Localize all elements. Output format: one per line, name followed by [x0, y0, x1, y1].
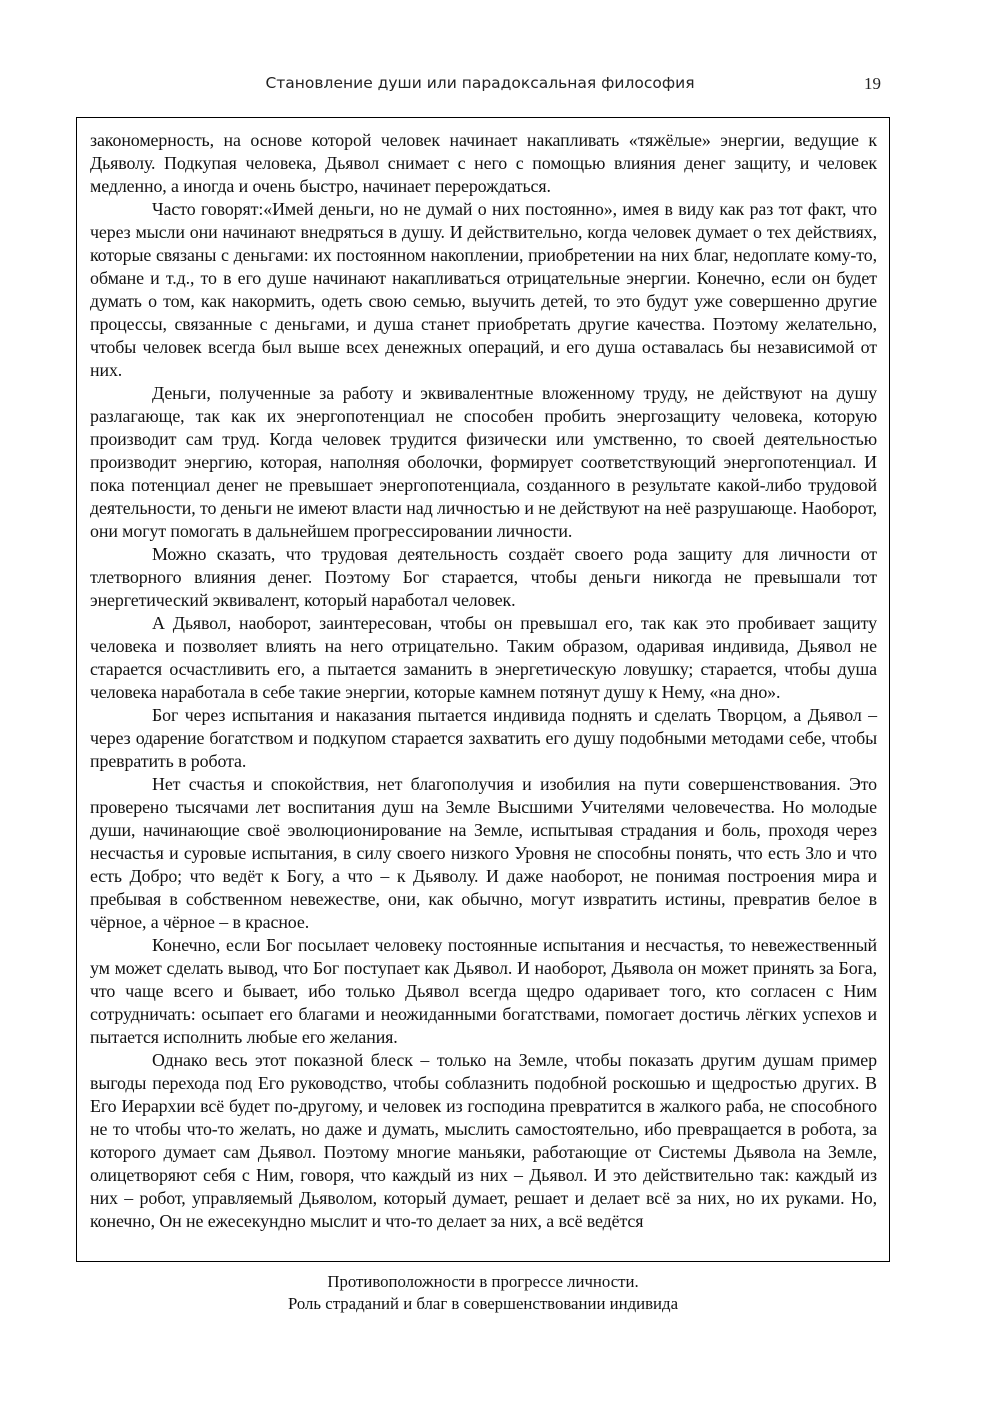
paragraph-5: А Дьявол, наоборот, заинтересован, чтобы он превышал его, так как это пробивает защиту человека и позволяет влиять на него отрицательно. Таким образом, одаривая индивида, Дьявол не старается осчастливить его, а пытается заманить в энергетическую ловушку; старается, чтобы душа человека наработала в себе такие энергии, которые камнем потянут душу к Нему, «на дно».	[90, 613, 877, 702]
paragraph-4: Можно сказать, что трудовая деятельность создаёт своего рода защиту для личности от тлетворного влияния денег. Поэтому Бог старается, чтобы деньги никогда не превышали тот энергетический эквивалент, который наработал человек.	[90, 544, 877, 610]
paragraph-7: Нет счастья и спокойствия, нет благополучия и изобилия на пути совершенствования. Это проверено тысячами лет воспитания душ на Земле Высшими Учителями человечества. Но молодые души, начинающие своё эволюционирование на Земле, испытывая страдания и боль, проходя через несчастья и суровые испытания, в силу своего низкого Уровня не способны понять, что есть Зло и что есть Добро; что ведёт к Богу, а что – к Дьяволу. И даже наоборот, не понимая построения мира и пребывая в собственном невежестве, они, как обычно, могут извратить истины, превратив белое в чёрное, а чёрное – в красное.	[90, 774, 877, 932]
footer-caption-line-2: Роль страданий и благ в совершенствовании индивида	[287, 1294, 679, 1313]
paragraph-3: Деньги, полученные за работу и эквивалентные вложенному труду, не действуют на душу разлагающе, так как их энергопотенциал не способен пробить энергозащиту человека, которую производит сам труд. Когда человек трудится физически или умственно, то своей деятельностью производит энергию, которая, наполняя оболочки, формирует соответствующий энергопотенциал. И пока потенциал денег не превышает энергопотенциала, созданного в результате какой-либо трудовой деятельности, то деньги не имеют власти над личностью и не действуют на неё разрушающе. Наоборот, они могут помогать в дальнейшем прогрессировании личности.	[90, 383, 877, 541]
footer-caption-line-1: Противоположности в прогрессе личности.	[327, 1272, 639, 1291]
running-header: Становление души или парадоксальная философия	[265, 74, 695, 92]
paragraph-1: закономерность, на основе которой человек начинает накапливать «тяжёлые» энергии, ведущие к Дьяволу. Подкупая человека, Дьявол снимает с него с помощью влияния денег защиту, и человек медленно, а иногда и очень быстро, начинает перерождаться.	[90, 130, 877, 196]
paragraph-2: Часто говорят:«Имей деньги, но не думай о них постоянно», имея в виду как раз тот факт, что через мысли они начинают внедряться в душу. И действительно, когда человек думает о тех действиях, которые связаны с деньгами: их постоянном накоплении, приобретении на них благ, недоплате кому-то, обмане и т.д., то в его душе начинают накапливаться отрицательные энергии. Конечно, если он будет думать о том, как накормить, одеть свою семью, выучить детей, то это будут уже совершенно другие процессы, связанные с деньгами, и душа станет приобретать другие качества. Поэтому желательно, чтобы человек всегда был выше всех денежных операций, и его душа оставалась бы независимой от них.	[90, 199, 877, 380]
paragraph-8: Конечно, если Бог посылает человеку постоянные испытания и несчастья, то невежественный ум может сделать вывод, что Бог поступает как Дьявол. И наоборот, Дьявола он может принять за Бога, что чаще всего и бывает, ибо только Дьявол всегда щедро одаривает того, кто согласен с Ним сотрудничать: осыпает его благами и неожиданными богатствами, помогает достичь лёгких успехов и пытается исполнить любые его желания.	[90, 935, 877, 1047]
text-frame	[76, 117, 890, 1262]
paragraph-6: Бог через испытания и наказания пытается индивида поднять и сделать Творцом, а Дьявол – через одарение богатством и подкупом старается захватить его душу подобными методами себе, чтобы превратить в робота.	[90, 705, 877, 771]
paragraph-9: Однако весь этот показной блеск – только на Земле, чтобы показать другим душам пример выгоды перехода под Его руководство, чтобы соблазнить подобной роскошью и щедростью других. В Его Иерархии всё будет по-другому, и человек из господина превратится в жалкого раба, не способного не то чтобы что-то желать, но даже и думать, мыслить самостоятельно, ибо превращается в робота, за которого думает сам Дьявол. Поэтому многие маньяки, работающие от Системы Дьявола на Земле, олицетворяют себя с Ним, говоря, что каждый из них – Дьявол. И это действительно так: каждый из них – робот, управляемый Дьяволом, который думает, решает и делает всё за них, но их руками. Но, конечно, Он не ежесекундно мыслит и что-то делает за них, а всё ведётся	[90, 1050, 877, 1231]
page-number: 19	[864, 74, 881, 93]
